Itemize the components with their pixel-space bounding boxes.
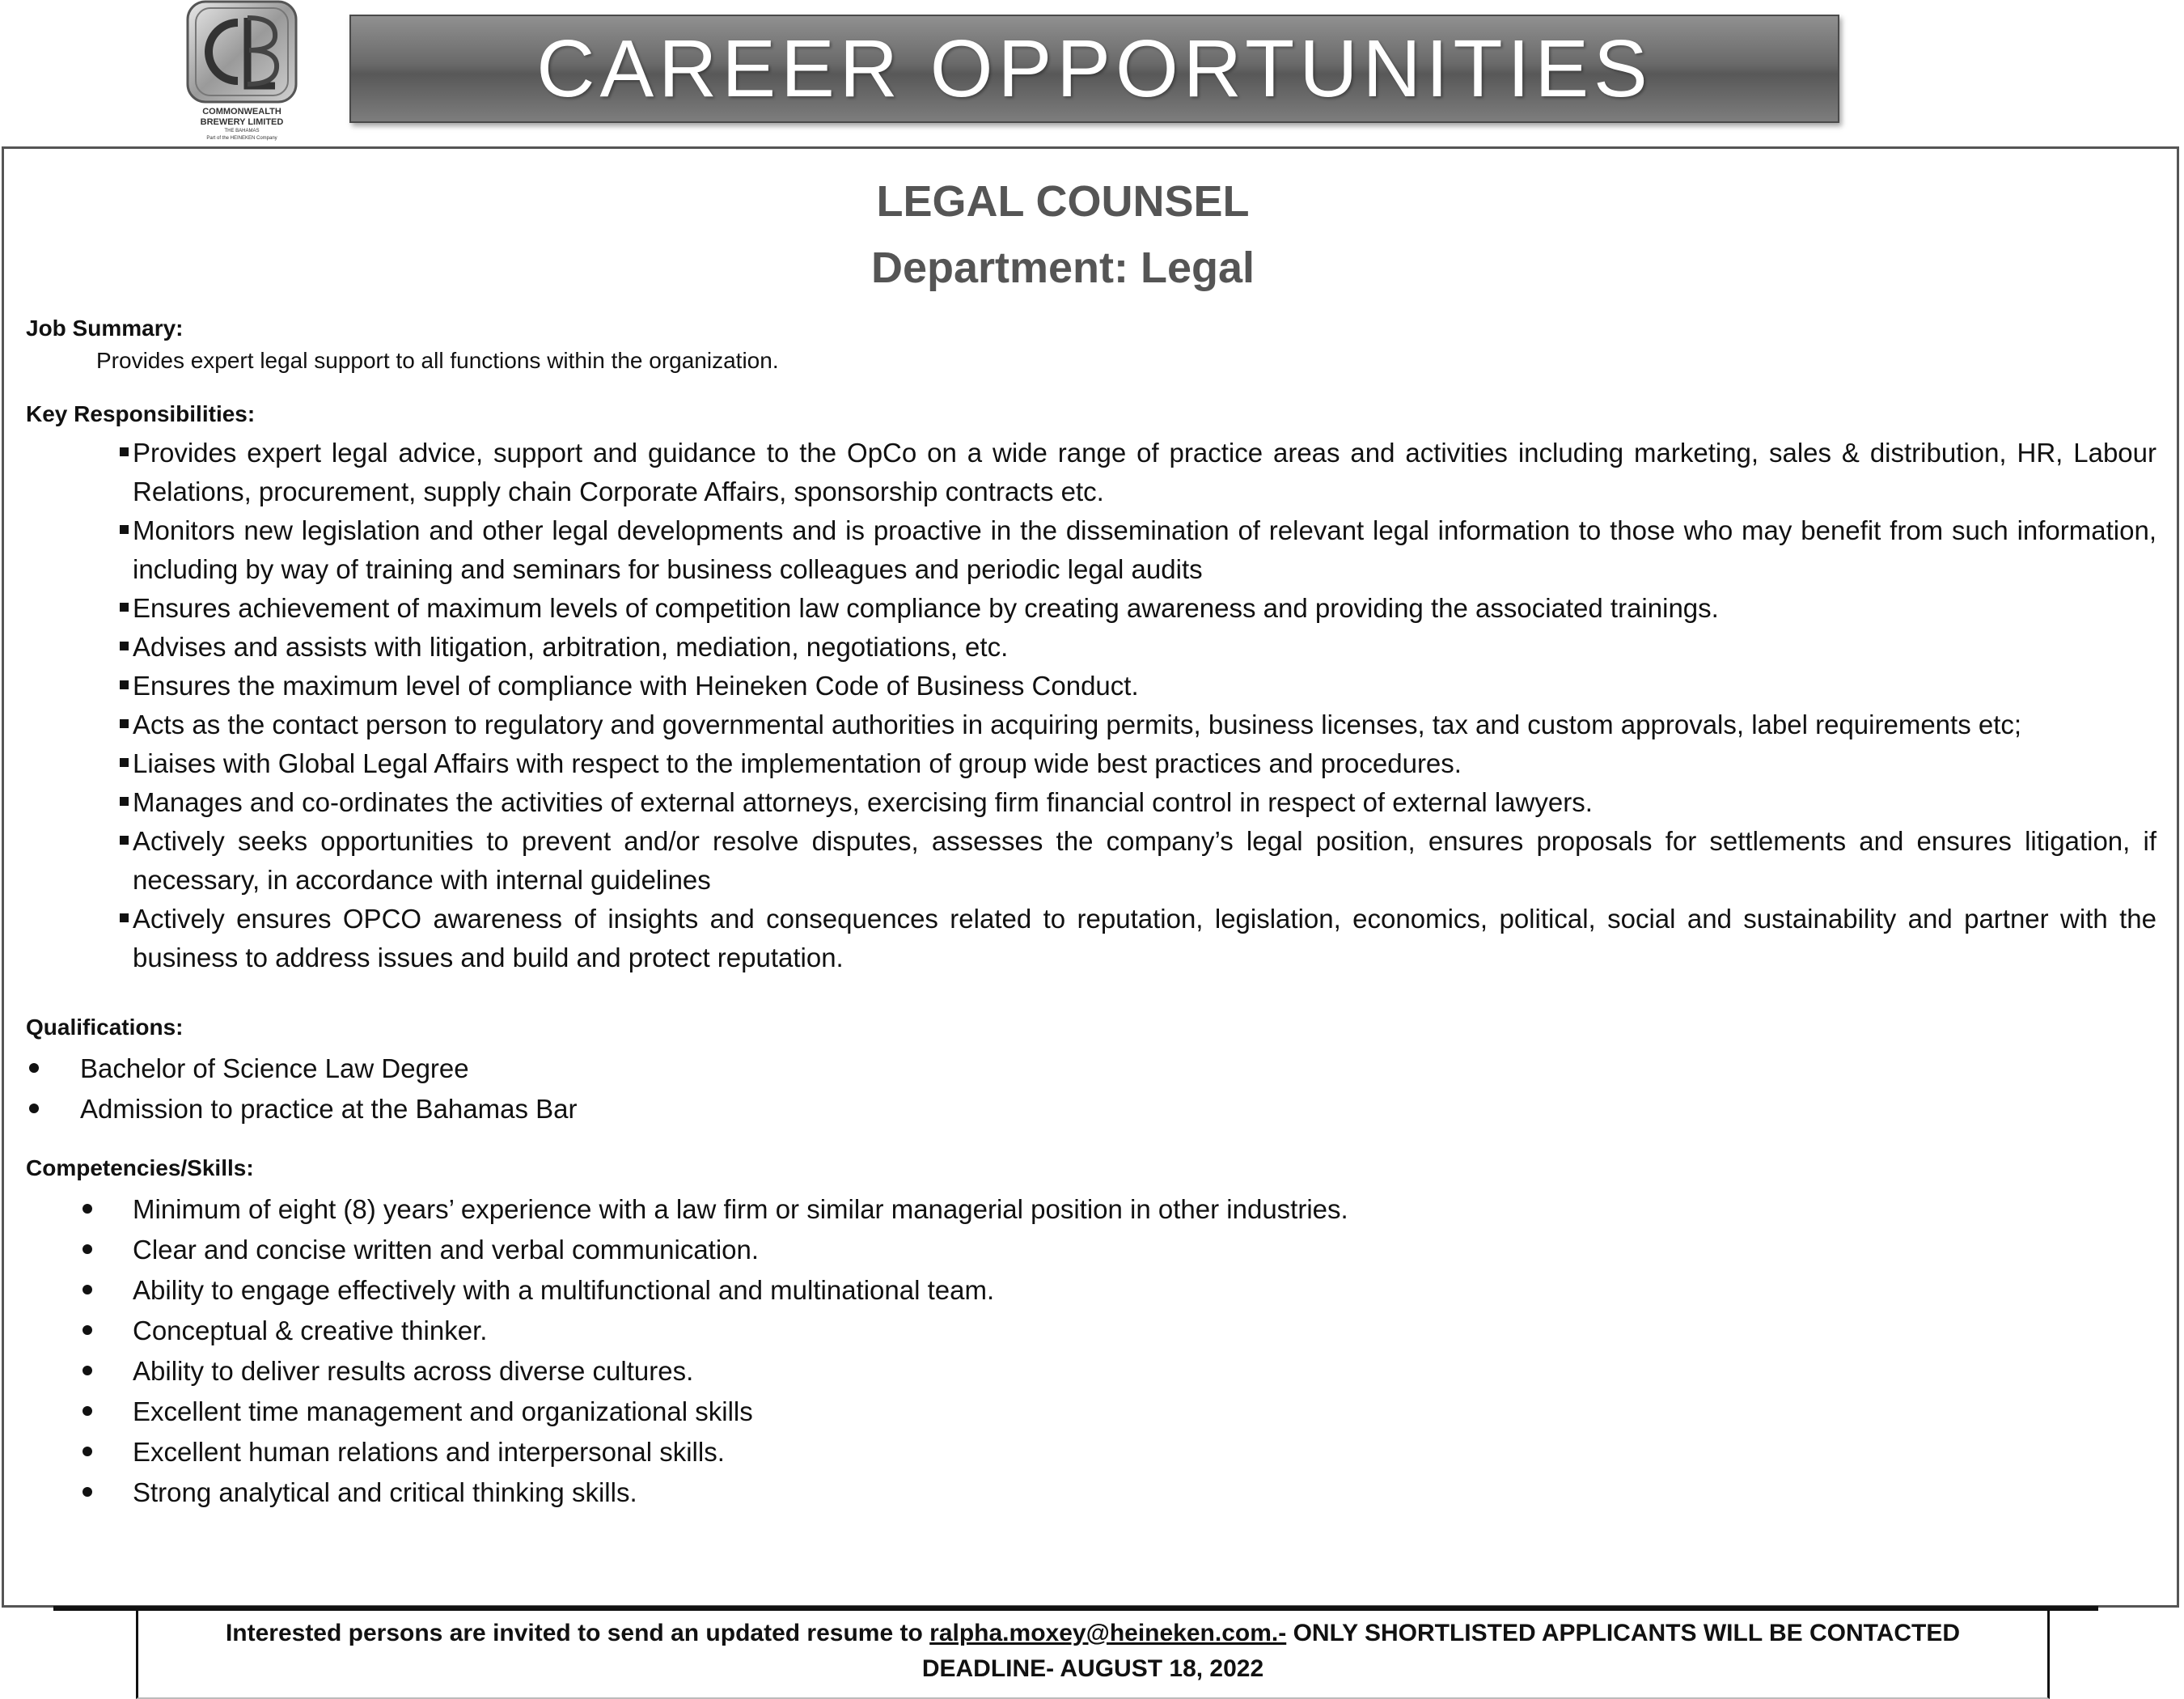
round-bullet-icon	[29, 1063, 39, 1073]
application-instructions	[138, 1616, 2047, 1651]
list-item: Excellent time management and organizational skills	[26, 1392, 2158, 1432]
round-bullet-icon	[83, 1285, 92, 1294]
summary-heading: Job Summary:	[26, 316, 184, 341]
square-bullet-icon	[120, 797, 129, 806]
square-bullet-icon	[120, 447, 129, 456]
list-item: Liaises with Global Legal Affairs with respect to the implementation of group wide best practices and procedures.	[26, 744, 2158, 783]
banner-title: CAREER OPPORTUNITIES	[536, 23, 1653, 114]
list-item: Ensures achievement of maximum levels of competition law compliance by creating awareness and providing the associated trainings.	[26, 589, 2158, 628]
list-item: Excellent human relations and interpersonal skills.	[26, 1432, 2158, 1472]
square-bullet-icon	[120, 758, 129, 767]
round-bullet-icon	[83, 1325, 92, 1335]
square-bullet-icon	[120, 913, 129, 922]
square-bullet-icon	[120, 642, 129, 650]
list-item: Actively ensures OPCO awareness of insights and consequences related to reputation, legislation, economics, political, social and sustainability and partner with the business to address issues and build and protect reputation.	[26, 900, 2158, 977]
square-bullet-icon	[120, 719, 129, 728]
round-bullet-icon	[83, 1244, 92, 1254]
skills-list	[26, 1189, 2158, 1513]
list-item: Provides expert legal advice, support and guidance to the OpCo on a wide range of practice areas and activities including marketing, sales & distribution, HR, Labour Relations, procurement, supply chain Corporate Affairs, sponsorship contracts etc.	[26, 434, 2158, 511]
qualifications-list	[26, 1049, 2158, 1129]
cbl-emblem-icon	[181, 0, 303, 105]
list-item: Advises and assists with litigation, arbitration, mediation, negotiations, etc.	[26, 628, 2158, 667]
round-bullet-icon	[29, 1104, 39, 1113]
footer-suffix: ONLY SHORTLISTED APPLICANTS WILL BE CONTACTED	[1286, 1620, 1961, 1646]
round-bullet-icon	[83, 1406, 92, 1416]
logo-line-3: THE BAHAMAS	[224, 129, 260, 133]
list-item: Acts as the contact person to regulatory and governmental authorities in acquiring permits, business licenses, tax and custom approvals, label requirements etc;	[26, 705, 2158, 744]
contact-email-link[interactable]: ralpha.moxey@heineken.com.-	[929, 1620, 1287, 1646]
list-item: Monitors new legislation and other legal developments and is proactive in the dissemination of relevant legal information to those who may benefit from such information, including by way of training and seminars for business colleagues and periodic legal audits	[26, 511, 2158, 589]
list-item: Strong analytical and critical thinking skills.	[26, 1472, 2158, 1513]
round-bullet-icon	[83, 1487, 92, 1497]
square-bullet-icon	[120, 525, 129, 534]
round-bullet-icon	[83, 1447, 92, 1456]
list-item: Conceptual & creative thinker.	[26, 1311, 2158, 1351]
list-item: Admission to practice at the Bahamas Bar	[26, 1089, 2158, 1129]
round-bullet-icon	[83, 1366, 92, 1375]
square-bullet-icon	[120, 680, 129, 689]
list-item: Ensures the maximum level of compliance with Heineken Code of Business Conduct.	[26, 667, 2158, 705]
logo-line-1: COMMONWEALTH	[202, 107, 281, 117]
deadline-text: DEADLINE- AUGUST 18, 2022	[921, 1655, 1264, 1682]
job-title: LEGAL COUNSEL	[876, 177, 1250, 226]
header-banner	[349, 15, 1839, 123]
square-bullet-icon	[120, 836, 129, 845]
qualifications-heading: Qualifications:	[26, 1015, 184, 1040]
application-footer	[136, 1611, 2050, 1699]
round-bullet-icon	[83, 1204, 92, 1214]
footer-prefix: Interested persons are invited to send an updated resume to	[225, 1620, 930, 1646]
logo-line-2: BREWERY LIMITED	[200, 117, 284, 127]
department-title: Department: Legal	[870, 244, 1255, 292]
list-item: Clear and concise written and verbal communication.	[26, 1230, 2158, 1270]
skills-heading: Competencies/Skills:	[26, 1155, 254, 1180]
square-bullet-icon	[120, 603, 129, 612]
list-item: Ability to deliver results across diverse cultures.	[26, 1351, 2158, 1392]
responsibilities-list	[26, 434, 2158, 977]
list-item: Ability to engage effectively with a multifunctional and multinational team.	[26, 1270, 2158, 1311]
list-item: Actively seeks opportunities to prevent and/or resolve disputes, assesses the company’s legal position, ensures proposals for settlements and ensures litigation, if necessary, in accordance with internal guidelines	[26, 822, 2158, 900]
list-item: Manages and co-ordinates the activities of external attorneys, exercising firm financial control in respect of external lawyers.	[26, 783, 2158, 822]
responsibilities-heading: Key Responsibilities:	[26, 401, 256, 426]
company-logo	[181, 0, 303, 144]
logo-line-4: Part of the HEINEKEN Company	[206, 136, 277, 141]
list-item: Bachelor of Science Law Degree	[26, 1049, 2158, 1089]
job-details	[26, 314, 2158, 1513]
list-item: Minimum of eight (8) years’ experience with a law firm or similar managerial position in other industries.	[26, 1189, 2158, 1230]
summary-text: Provides expert legal support to all functions within the organization.	[96, 348, 779, 373]
